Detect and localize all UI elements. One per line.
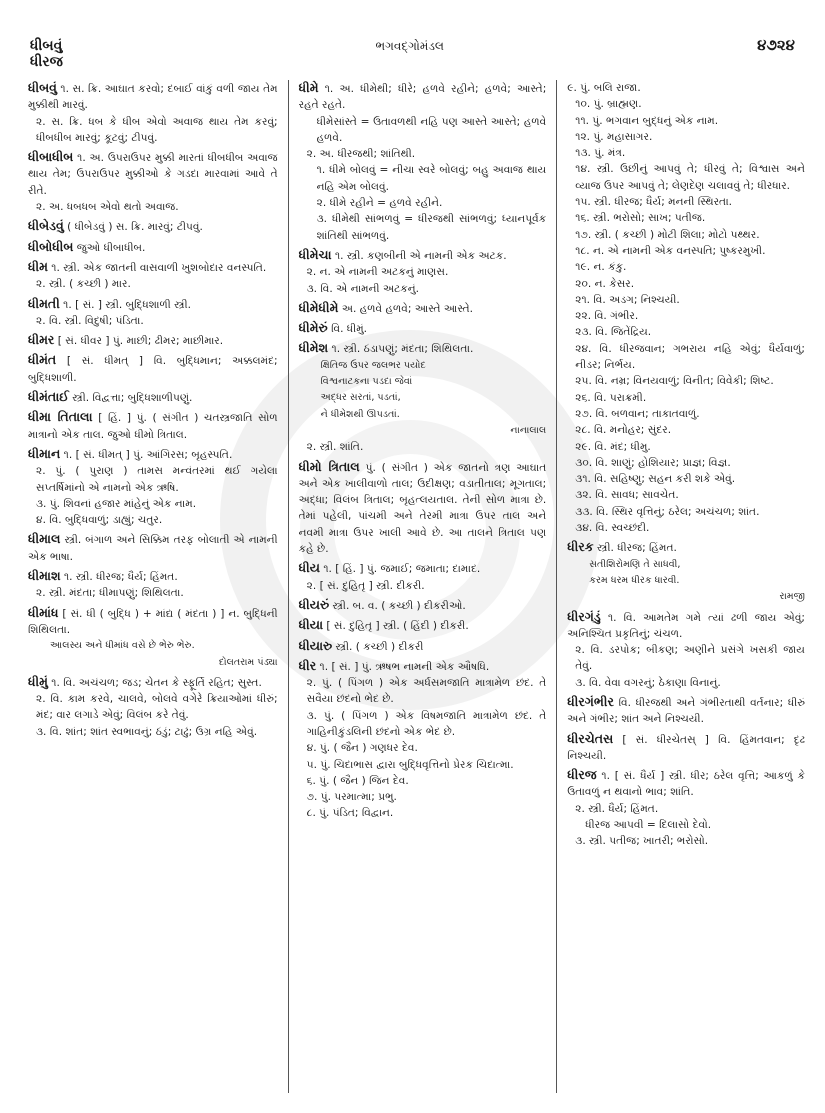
- definition: ૧. સ્ત્રી. ધીરજ; ધૈર્ય; હિંમત.: [63, 571, 178, 584]
- headword: ધીમાન: [28, 445, 61, 461]
- sense-definition: ૩. સ્ત્રી. પતીજ; ખાતરી; ભરોસો.: [575, 835, 709, 848]
- dictionary-entry: [567, 767, 805, 849]
- definition: ૧. [ સં. ધીમત્ ] પું. આંગિરસ; બૃહસ્પતિ.: [63, 448, 233, 461]
- dictionary-entry: [299, 300, 547, 317]
- headword: ધીબેડવું: [28, 218, 64, 234]
- entry-first-line: [567, 609, 805, 643]
- definition: ૧. સ્ત્રી. ઠંડાપણું; મંદતા; શિથિલતા.: [331, 343, 474, 356]
- entry-first-line: [299, 320, 547, 337]
- definition: સ્ત્રી. વિદ્વત્તા; બુદ્ધિશાળીપણું.: [72, 392, 193, 405]
- dictionary-entry: [567, 609, 805, 691]
- sense-definition: ૩૪. વિ. સ્વચ્છંદી.: [575, 522, 650, 535]
- sense-definition: ૨. સ. ક્રિ. ધબ કે ધીબ એવો અવાજ થાય તેમ કરવું; ધીબધીબ મારવું; કૂટવું; ટીપવું.: [36, 115, 278, 144]
- sense-definition: ૨૬. વિ. પરાક્રમી.: [575, 391, 647, 404]
- headword: ધીમ: [28, 258, 48, 274]
- headword: ધીબોધીબ: [28, 238, 74, 254]
- sense-definition: ૨૨. વિ. ગંભીર.: [575, 310, 639, 323]
- definition: ૧. અ. ધીમેથી; ધીરે; હળવે રહીને; હળવે; આસ્તે; રહતે રહતે.: [298, 83, 547, 112]
- dictionary-columns: [28, 80, 805, 1093]
- column-2: [289, 80, 558, 1093]
- sense-definition: ૨. વિ. સ્ત્રી. વિદુષી; પંડિતા.: [36, 314, 144, 327]
- entry-first-line: [567, 767, 805, 801]
- dictionary-entry: [299, 617, 547, 634]
- column-1: [28, 80, 289, 1093]
- definition: સ્ત્રી. ધીરજ; હિંમત.: [597, 542, 677, 555]
- sense-definition: ૩૦. વિ. શાણું; હોશિયાર; પ્રાજ્ઞ; વિજ્ઞ.: [575, 456, 731, 469]
- sense-definition: ૩૩. વિ. સ્થિર વૃત્તિનું; ઠરેલ; અચંચળ; શાંત.: [575, 505, 760, 518]
- dictionary-entry: [28, 409, 278, 443]
- entry-first-line: [299, 247, 547, 264]
- sense-definition: ૧૭. સ્ત્રી. ( કચ્છી ) મોટી શિલા; મોટો પથ્થર.: [575, 228, 760, 241]
- quotation-line: સતીશિરોમણિ તે સાધવી,: [589, 558, 681, 570]
- quotation-author: દોલતરામ પંડ્યા: [218, 656, 278, 668]
- sense-definition: ૧૧. પું. ભગવાન બુદ્ધનું એક નામ.: [575, 114, 719, 127]
- headword: ધીમાલ: [28, 531, 61, 547]
- sense-definition: ૪. વિ. બુદ્ધિવાળું; ડાહ્યું; ચતુર.: [36, 514, 163, 527]
- entry-first-line: [28, 674, 278, 691]
- headword: ધીમેધીમે: [298, 299, 339, 315]
- dictionary-title: ભગવદ્ગોમંડલ: [375, 39, 444, 53]
- usage-example: ધીમેસાંસ્તે = ઉતાવળથી નહિ પણ આસ્તે આસ્તે; હળવે હળવે.: [316, 115, 547, 144]
- page-header: [30, 36, 795, 56]
- definition: ૧. [ સં. ] પું. ઋષભ નામની એક ઔષધિ.: [319, 660, 490, 673]
- sense-definition: ૫. પું. ચિદાભાસ દ્વારા બુદ્ધિવૃત્તિનો પ્રેરક ચિદાત્મા.: [306, 758, 514, 771]
- headword: ધીરજ: [567, 767, 597, 783]
- sense-definition: ૧૮. ન. એ નામની એક વનસ્પતિ; પુષ્કરમુખી.: [575, 244, 766, 257]
- sense-definition: ૧૦. પું. બ્રાહ્મણ.: [575, 98, 642, 111]
- headword: ધીરગંડું: [567, 608, 601, 624]
- quotation-line: ક્ષિતિજ ઉપર જલભર પયોદ: [320, 359, 426, 371]
- dictionary-entry: [28, 446, 278, 528]
- definition: ૧. સ્ત્રી. એક જાતની વાસવાળી ખુશબોદાર વનસ્પતિ.: [51, 261, 267, 274]
- entry-first-line: [28, 332, 278, 349]
- dictionary-entry: [28, 296, 278, 330]
- headword: ધીયા: [298, 617, 324, 633]
- quotation-line: કરમ ધરમ ધીરક ધારવી.: [589, 574, 680, 586]
- sense-definition: ૩૧. વિ. સહિષ્ણુ; સહન કરી શકે એવું.: [575, 473, 736, 486]
- sense-definition: ૨. વિ. કામ કરવે, ચાલવે, બોલવે વગેરે ક્રિયાઓમાં ધીરું; મંદ; વાર લગાડે એવું; વિલંબ કરે તેવું.: [36, 693, 278, 722]
- definition: ૧. સ્ત્રી. કણબીની એ નામની એક અટક.: [334, 249, 507, 262]
- dictionary-entry: [299, 247, 547, 297]
- definition: વિ. ધીરજથી અને ગંભીરતાથી વર્તનાર; ધીરું અને ગંભીર; શાંત અને નિશ્ચયી.: [567, 696, 806, 726]
- sense-definition: ૭. પું. પરમાત્મા; પ્રભુ.: [306, 791, 397, 804]
- headword: ધીર: [298, 657, 317, 673]
- usage-example: ૩. ધીમેથી સાંભળવું = ધીરજથી સાંભળવું; ધ્યાનપૂર્વક શાંતિથી સાંભળવું.: [316, 213, 547, 242]
- definition: ૧. સ. ક્રિ. આઘાત કરવો; દબાઈ વાંકું વળી જાય તેમ મુક્કીથી મારવું.: [28, 83, 278, 112]
- entry-first-line: [28, 568, 278, 585]
- dictionary-entry: [28, 239, 278, 256]
- entry-first-line: [299, 340, 547, 357]
- headword: ધીરક: [567, 539, 594, 555]
- sense-definition: ૨. [ સં. દુહિતૃ ] સ્ત્રી. દીકરી.: [306, 579, 425, 592]
- definition: સ્ત્રી. ( કચ્છી ) દીકરી: [335, 640, 424, 653]
- entry-first-line: [28, 149, 278, 199]
- quotation-line: વિશ્વનાટકના પડદા જેવાં: [320, 376, 413, 388]
- entry-first-line: [28, 218, 278, 235]
- definition: [ સં. ધીમત્ ] વિ. બુદ્ધિમાન; અક્કલમંદ; બુદ્ધિશાળી.: [28, 355, 278, 384]
- sense-definition: ૨૭. વિ. બળવાન; તાકાતવાળું.: [575, 407, 700, 420]
- definition: ૧. [ હિં. ] પું. જમાઈ; જમાતા; દામાદ.: [323, 563, 481, 576]
- entry-first-line: [28, 296, 278, 313]
- dictionary-entry: [299, 658, 547, 822]
- dictionary-entry: [299, 597, 547, 614]
- dictionary-entry: [299, 80, 547, 244]
- dictionary-entry: [28, 259, 278, 293]
- headword: ધીમો ત્રિતાલ: [298, 458, 360, 474]
- headword: ધીમર: [28, 332, 55, 348]
- definition: [ હિં. ] પું. ( સંગીત ) ચતસ્ત્રજાતિ સોળ માત્રાનો એક તાલ. જુઓ ધીમો ત્રિતાલ.: [28, 412, 278, 441]
- headword: ધીરગંભીર: [567, 693, 614, 709]
- entry-first-line: [299, 617, 547, 634]
- entry-first-line: [567, 694, 805, 728]
- entry-first-line: [299, 597, 547, 614]
- dictionary-entry: [567, 694, 805, 728]
- sense-definition: ૨. સ્ત્રી. મંદતા; ધીમાપણું; શિથિલતા.: [36, 587, 184, 600]
- sense-definition: ૩. પું. ( પિંગળ ) એક વિષમજાતિ માત્રામેળ છંદ. તે ગાહિનીકુંડલિની છંદનો એક ભેદ છે.: [306, 709, 547, 738]
- definition: ૧. વિ. આમતેમ ગમે ત્યાં ઢળી જાય એવું; અનિશ્ચિત પ્રકૃતિનું; ચંચળ.: [567, 611, 805, 640]
- usage-example: ૨. ધીમે રહીને = હળવે રહીને.: [316, 197, 443, 210]
- guide-word-first: ધીબવું: [30, 38, 63, 54]
- quotation-line: આલસ્ય અને ધીમાંધ વસે છે ભેરુ ભેરુ.: [50, 640, 195, 652]
- sense-definition: ૧૩. પું. મંત્ર.: [575, 147, 626, 160]
- sense-definition: ૨૮. વિ. મનોહર; સુંદર.: [575, 424, 672, 437]
- sense-definition: ૩. વિ. શાંત; શાંત સ્વભાવનું; ઠંડું; ટાઢું; ઉગ્ર નહિ એવું.: [36, 725, 258, 738]
- sense-definition: ૩૨. વિ. સાવધ; સાવચેત.: [575, 489, 679, 502]
- entry-first-line: [299, 560, 547, 577]
- sense-definition: ૪. પું. ( જૈન ) ગણધર દેવ.: [306, 742, 418, 755]
- headword: ધીયારુ: [298, 637, 333, 653]
- usage-example: ધીરજ આપવી = દિલાસો દેવો.: [585, 819, 712, 832]
- sense-definition: ૧૯. ન. કંકુ.: [575, 261, 627, 274]
- dictionary-entry: [28, 149, 278, 215]
- entry-first-line: [299, 80, 547, 114]
- sense-definition: ૨૧. વિ. અડગ; નિશ્ચયી.: [575, 293, 680, 306]
- definition: ૧. [ સં. ધૈર્ય ] સ્ત્રી. ધીર; ઠરેલ વૃત્તિ; આકળું કે ઉતાવળું ન થવાનો ભાવ; શાંતિ.: [567, 770, 806, 799]
- entry-first-line: [567, 731, 805, 765]
- definition: સ્ત્રી. બ. વ. ( કચ્છી ) દીકરીઓ.: [332, 599, 466, 612]
- entry-first-line: [28, 605, 278, 639]
- sense-definition: ૨. વિ. ડરપોક; બીકણ; અણીને પ્રસંગે ખસકી જાય તેવું.: [575, 644, 805, 673]
- definition: [ સં. દુહિતૃ ] સ્ત્રી. ( હિંદી ) દીકરી.: [326, 620, 469, 633]
- definition: ૧. [ સં. ] સ્ત્રી. બુદ્ધિશાળી સ્ત્રી.: [63, 298, 192, 311]
- definition: ૧. અ. ઉપરાઉપર મુક્કી મારતાં ધીબધીબ અવાજ થાય તેમ; ઉપરાઉપર મુક્કીઓ કે ગડદા મારવામાં આવે તે રીતે.: [28, 152, 278, 197]
- dictionary-entry: [28, 531, 278, 565]
- dictionary-entry: [28, 674, 278, 740]
- entry-first-line: [567, 539, 805, 556]
- dictionary-entry: [28, 218, 278, 235]
- sense-definition: ૨. પું. ( પુરાણ ) તામસ મન્વંતરમાં થઈ ગયેલા સપ્તર્ષિમાંનો એ નામનો એક ઋષિ.: [36, 465, 278, 494]
- entry-first-line: [28, 389, 278, 406]
- dictionary-entry: [299, 340, 547, 455]
- sense-definition: ૨૩. વિ. જિતેંદ્રિય.: [575, 326, 652, 339]
- headword: ધીમેચા: [298, 246, 332, 262]
- sense-definition: ૩. વિ. એ નામની અટકનું.: [306, 282, 420, 295]
- sense-definition: ૨. સ્ત્રી. ( કચ્છી ) માર.: [36, 278, 131, 291]
- entry-first-line: [28, 352, 278, 386]
- sense-definition: ૨. અ. ધબધબ એવો થતો અવાજ.: [36, 201, 179, 214]
- definition: સ્ત્રી. બંગાળ અને સિક્કિમ તરફ બોલાતી એ નામની એક ભાષા.: [28, 534, 278, 563]
- guide-word-last: ધીરજ: [30, 54, 63, 70]
- headword: ધીબાધીબ: [28, 149, 74, 165]
- headword: ધીમાંધ: [28, 604, 59, 620]
- headword: ધીમંતાઈ: [28, 389, 69, 405]
- entry-first-line: [28, 80, 278, 114]
- sense-definition: ૨૦. ન. કેસર.: [575, 277, 635, 290]
- headword: ધીમતી: [28, 295, 60, 311]
- sense-definition: ૨૪. વિ. ધીરજવાન; ગભરાય નહિ એવું; ધૈર્યવાળું; નીડર; નિર્ભય.: [575, 342, 805, 372]
- quotation-author: રામજી: [779, 591, 805, 603]
- quotation-line: ને ધીમેશથી ઊપડતાં.: [320, 408, 400, 420]
- headword: ધીયરું: [298, 596, 330, 612]
- headword: ધીમે: [298, 80, 319, 95]
- dictionary-entry: [299, 320, 547, 337]
- dictionary-entry: [567, 539, 805, 605]
- headword: ધીય: [298, 560, 320, 576]
- sense-definition: ૧૫. સ્ત્રી. ધીરજ; ધૈર્ય; મનની સ્થિરતા.: [575, 196, 733, 209]
- dictionary-entry: [28, 605, 278, 671]
- sense-definition: ૨૫. વિ. નમ્ર; વિનયવાળું; વિનીત; વિવેકી; શિષ્ટ.: [575, 375, 774, 388]
- definition: પું. ( સંગીત ) એક જાતનો ત્રણ આઘાત અને એક ખાલીવાળો તાલ; ઉદીક્ષણ; વડાતીતાલ; મૂગતાલ; અદ્ધા; વિલંબ ત્રિતાલ; બૃહત્લયતાલ. તેની સોળ માત્રા છે. તેમાં પહેલી, પાંચમી અને તેરમી માત્રા ઉપર તાલ અને નવમી માત્રા ઉપર ખાલી આવે છે. આ તાલને ત્રિતાલ પણ કહે છે.: [298, 461, 547, 556]
- sense-definition: ૬. પું. ( જૈન ) જિન દેવ.: [306, 774, 409, 787]
- headword: ધીમાશ: [28, 568, 61, 584]
- entry-first-line: [299, 459, 547, 558]
- headword: ધીમેરું: [298, 320, 328, 336]
- headword: ધીરચેતસ: [567, 730, 614, 746]
- dictionary-entry: [299, 638, 547, 655]
- page-number: ૪૭૨૪: [757, 36, 795, 54]
- definition: [ સં. ધીવર ] પું. માછી; ઢીમર; માછીમાર.: [57, 335, 224, 348]
- entry-first-line: [28, 446, 278, 463]
- dictionary-entry: [28, 332, 278, 349]
- sense-definition: ૧૬. સ્ત્રી. ભરોસો; સાખ; પતીજ.: [575, 212, 706, 225]
- dictionary-entry: [567, 731, 805, 765]
- dictionary-entry: [28, 389, 278, 406]
- definition: વિ. ધીમું.: [331, 323, 368, 336]
- definition: ૯. પું. બલિ રાજા.: [567, 82, 641, 94]
- sense-definition: ૨. પું. ( પિંગળ ) એક અર્ધસમજાતિ માત્રામેળ છંદ. તે સવૈયા છંદનો ભેદ છે.: [306, 677, 547, 706]
- usage-example: ૧. ધીમે બોલવું = નીચા સ્વરે બોલવું; બહુ અવાજ થાય નહિ એમ બોલવું.: [316, 164, 547, 193]
- entry-first-line: [299, 300, 547, 317]
- definition: ( ધીબેડવું ) સ. ક્રિ. મારવું; ટીપવું.: [67, 221, 203, 234]
- dictionary-entry: [28, 352, 278, 386]
- entry-first-line: [299, 638, 547, 655]
- dictionary-entry: [28, 80, 278, 146]
- sense-definition: ૧૪. સ્ત્રી. ઉછીનું આપવું તે; ધીરવું તે; વિશ્વાસ અને વ્યાજ ઉપર આપવું તે; લેણદેણ ચલાવવું તે; ધીરધાર.: [575, 163, 805, 192]
- entry-first-line: [299, 658, 547, 675]
- headword: ધીમંત: [28, 352, 57, 368]
- entry-first-line: [28, 531, 278, 565]
- definition: [ સં. ધી ( બુદ્ધિ ) + માંદ્ય ( મંદતા ) ] ન. બુદ્ધિની શિથિલતા.: [28, 607, 278, 636]
- sense-definition: ૩. વિ. વેવા વગરનું; ઠેકાણા વિનાનું.: [575, 676, 721, 689]
- quotation-line: અદ્ધર સરતાં, પડતાં,: [320, 392, 401, 404]
- column-3: [557, 80, 805, 1093]
- definition: જુઓ ધીબાધીબ.: [76, 241, 146, 254]
- definition: ૧. વિ. અચંચળ; જડ; ચેતન કે સ્ફૂર્તિ રહિત; સુસ્ત.: [51, 676, 262, 689]
- sense-definition: ૨. સ્ત્રી. શાંતિ.: [306, 441, 364, 454]
- headword: ધીબવું: [28, 80, 57, 95]
- sense-definition: ૩. પું. શિવનાં હજાર માંહેનું એક નામ.: [36, 497, 197, 510]
- entry-first-line: [567, 80, 805, 96]
- dictionary-entry: [567, 80, 805, 536]
- dictionary-entry: [299, 459, 547, 558]
- headword: ધીમેશ: [298, 340, 329, 356]
- dictionary-entry: [28, 568, 278, 602]
- entry-first-line: [28, 409, 278, 443]
- sense-definition: ૮. પું. પંડિત; વિદ્વાન.: [306, 807, 394, 820]
- quotation-author: નાનાલાલ: [510, 424, 547, 436]
- sense-definition: ૧૨. પું. મહાસાગર.: [575, 130, 653, 143]
- entry-first-line: [28, 259, 278, 276]
- definition: અ. હળવે હળવે; આસ્તે આસ્તે.: [341, 302, 474, 315]
- sense-definition: ૨. ન. એ નામની અટકનું માણસ.: [306, 266, 449, 279]
- dictionary-entry: [299, 560, 547, 594]
- definition: [ સં. ધીરચેતસ્ ] વિ. હિંમતવાન; દૃઢ નિશ્ચયી.: [567, 733, 805, 762]
- sense-definition: ૨. સ્ત્રી. ધૈર્ય; હિંમત.: [575, 802, 659, 815]
- headword: ધીમા તિતાલા: [28, 409, 93, 425]
- sense-definition: ૨૯. વિ. મંદ; ધીમુ.: [575, 440, 651, 453]
- sense-definition: ૨. અ. ધીરજથી; શાંતિથી.: [306, 148, 416, 161]
- headword: ધીમું: [28, 673, 48, 689]
- entry-first-line: [28, 239, 278, 256]
